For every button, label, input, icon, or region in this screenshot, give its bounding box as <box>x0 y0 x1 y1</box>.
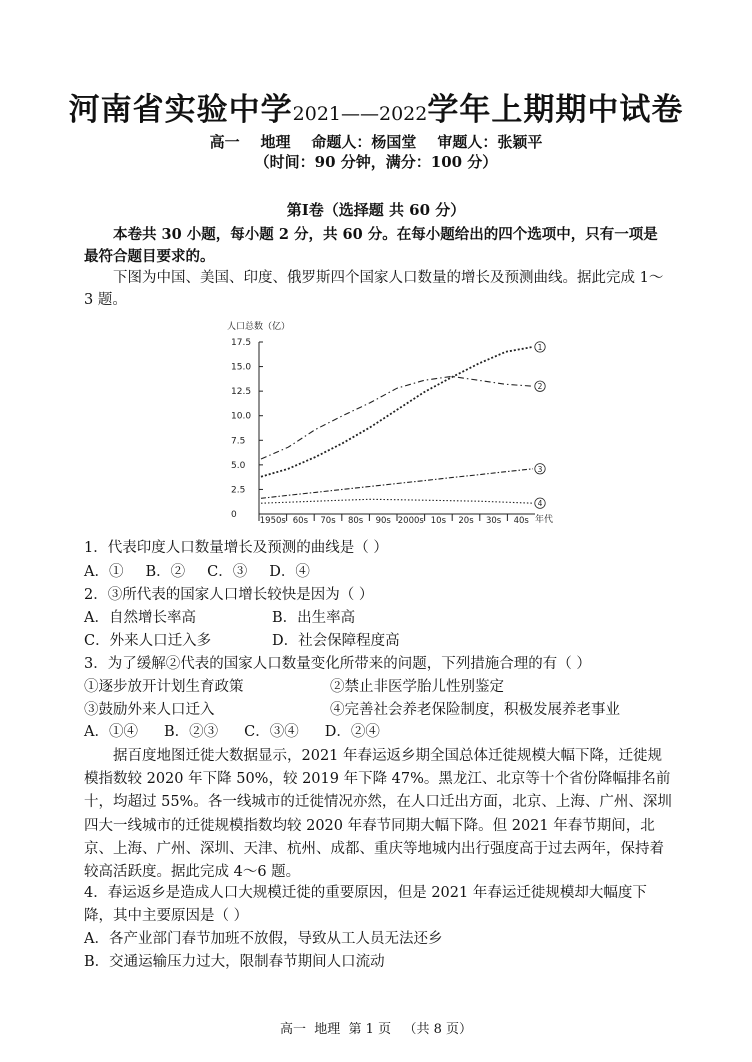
section-title: 第Ⅰ卷（选择题 共 60 分） <box>286 201 466 219</box>
chart-ytick-label: 5.0 <box>231 460 246 471</box>
chart-ytick-label: 0 <box>231 510 237 520</box>
chart-series-label-2: 2 <box>537 382 543 392</box>
q1-option-a[interactable]: A．① <box>84 564 124 580</box>
chart-xtick-label: 90s <box>375 516 391 526</box>
q3-item-3: ③鼓励外来人口迁入 <box>84 702 215 718</box>
q2-option-a[interactable]: A．自然增长率高 <box>84 610 196 626</box>
chart-ylabel: 人口总数（亿） <box>227 322 291 332</box>
chart-series-line-4 <box>261 499 533 503</box>
chart-series-line-3 <box>261 469 533 499</box>
q1-option-c[interactable]: C．③ <box>207 564 248 580</box>
intro-paragraph-1: 下图为中国、美国、印度、俄罗斯四个国家人口数量的增长及预测曲线。据此完成 1～3 题。 <box>84 270 664 308</box>
q2-option-d[interactable]: D．社会保障程度高 <box>272 633 400 649</box>
question-1-stem: 1．代表印度人口数量增长及预测的曲线是（ ） <box>84 540 388 556</box>
q1-option-d[interactable]: D．④ <box>269 564 310 580</box>
question-2-stem: 2．③所代表的国家人口增长较快是因为（ ） <box>84 587 374 603</box>
chart-xtick-label: 40s <box>513 516 529 526</box>
q2-option-b[interactable]: B．出生率高 <box>272 610 356 626</box>
chart-ytick-label: 10.0 <box>231 411 252 422</box>
chart-xtick-label: 30s <box>485 516 502 526</box>
question-4-stem: 4．春运返乡是造成人口大规模迁徙的重要原因，但是 2021 年春运迁徙规模却大幅度下降，其中主要原因是（ ） <box>84 885 647 924</box>
chart-xtick-label: 2000s <box>397 516 424 526</box>
q1-option-b[interactable]: B．② <box>145 564 186 580</box>
question-3-stem: 3．为了缓解②代表的国家人口数量变化所带来的问题，下列措施合理的有（ ） <box>84 656 591 672</box>
q3-option-b[interactable]: B．②③ <box>163 724 219 740</box>
chart-xtick-label: 60s <box>292 516 309 526</box>
chart-ytick-label: 15.0 <box>231 362 252 373</box>
q4-option-b[interactable]: B．交通运输压力过大，限制春节期间人口流动 <box>84 954 385 970</box>
question-1-options <box>84 562 684 583</box>
population-chart <box>215 318 575 530</box>
page-footer: 高一 地理 第 1 页 （共 8 页） <box>280 1022 472 1037</box>
q3-option-d[interactable]: D．②④ <box>324 724 380 740</box>
exam-title <box>0 84 752 129</box>
chart-xtick-label: 70s <box>320 516 336 526</box>
chart-series-label-3: 3 <box>537 464 543 474</box>
title-years: 2021——2022 <box>292 103 428 125</box>
chart-ytick-label: 12.5 <box>231 387 252 398</box>
q2-option-c[interactable]: C．外来人口迁入多 <box>84 633 212 649</box>
intro-paragraph-2: 据百度地图迁徙大数据显示，2021 年春运返乡期全国总体迁徙规模大幅下降，迁徙规模指数较 2020 年下降 50%，较 2019 年下降 47%。黑龙江、北京等十个省份降幅排名前十，均超过 55%。各一线城市的迁徙情况亦然，在人口迁出方面，北京、上海、广州、深圳四大一线城市的迁徙规模指数均较 2020 年春节同期大幅下降。但 2021 年春节期间，北京、上海、广州、深圳、天津、杭州、成都、重庆等地城内出行强度高于过去两年，保持着较高活跃度。据此完成 4～6 题。 <box>84 748 672 881</box>
q3-item-2: ②禁止非医学胎儿性别鉴定 <box>330 679 504 695</box>
chart-ytick-label: 7.5 <box>231 436 246 447</box>
chart-series-label-4: 4 <box>537 499 543 509</box>
title-term: 学年上期期中试卷 <box>427 92 684 128</box>
chart-xtick-label: 20s <box>458 516 474 526</box>
chart-series-line-2 <box>261 376 533 459</box>
q3-item-1: ①逐步放开计划生育政策 <box>84 679 244 695</box>
chart-xtick-label: 10s <box>430 516 447 526</box>
q3-item-4: ④完善社会养老保险制度，积极发展养老事业 <box>330 702 620 718</box>
chart-xlabel: 年代 <box>535 515 554 525</box>
q4-option-a[interactable]: A．各产业部门春节加班不放假，导致从工人员无法还乡 <box>84 931 443 947</box>
time-info: （时间：90 分钟，满分：100 分） <box>254 153 498 171</box>
chart-series-line-1 <box>261 347 533 477</box>
q3-option-c[interactable]: C．③④ <box>244 724 299 740</box>
chart-series-label-1: 1 <box>537 342 543 352</box>
chart-xtick-label: 80s <box>347 516 364 526</box>
chart-ytick-label: 2.5 <box>231 485 246 496</box>
title-school: 河南省实验中学 <box>68 92 293 128</box>
subtitle: 高一 地理 命题人：杨国堂 审题人：张颖平 <box>209 133 543 151</box>
q3-option-a[interactable]: A．①④ <box>84 724 138 740</box>
section-instructions: 本卷共 30 小题，每小题 2 分，共 60 分。在每小题给出的四个选项中，只有一项是最符合题目要求的。 <box>84 226 658 265</box>
chart-xtick-label: 1950s <box>259 516 286 526</box>
chart-ytick-label: 17.5 <box>231 338 252 348</box>
question-3-options <box>84 722 684 743</box>
